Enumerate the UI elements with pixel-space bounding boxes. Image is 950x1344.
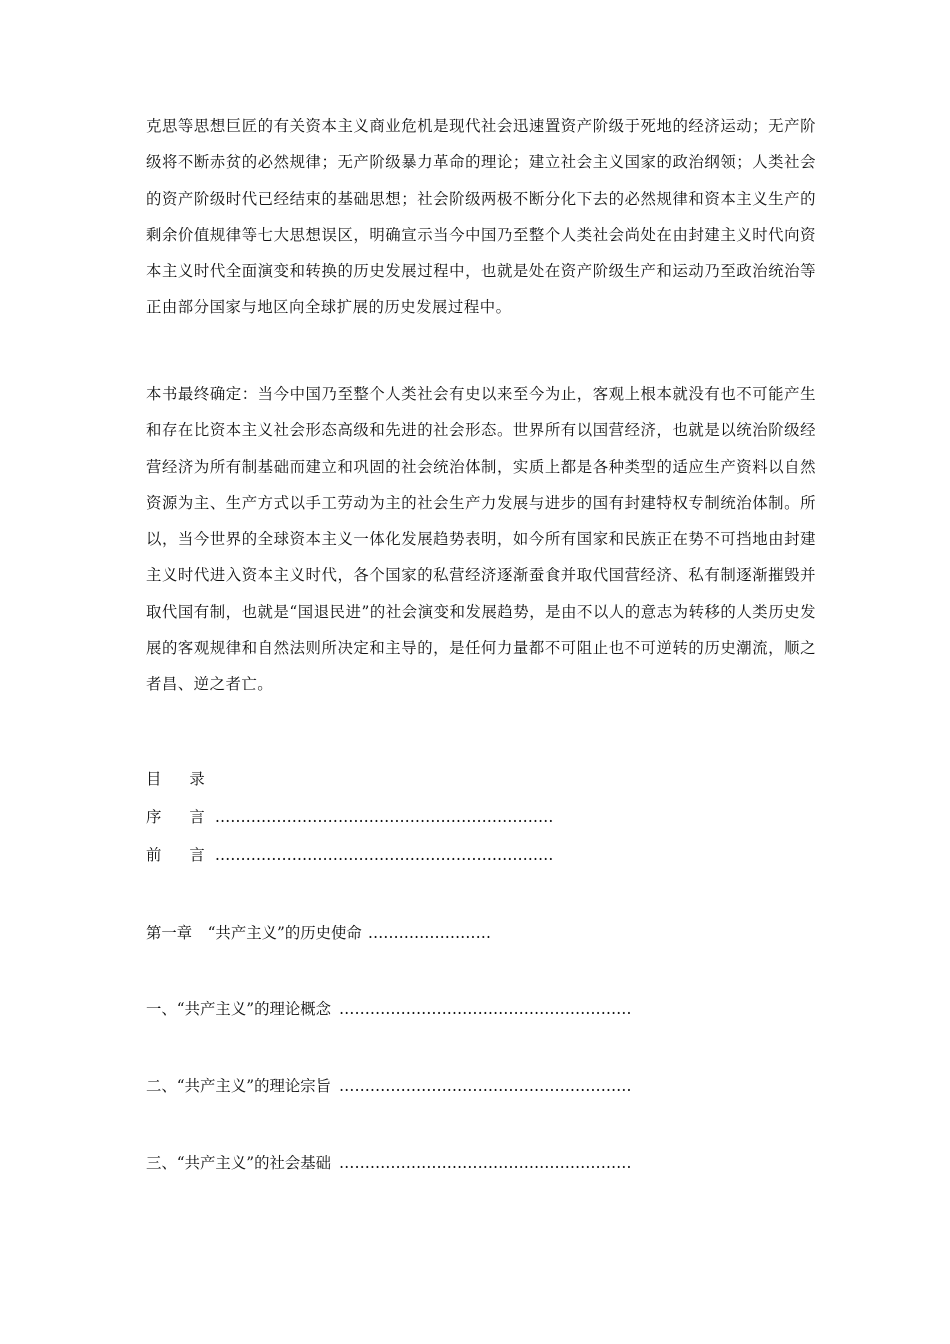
toc-foreword-leader: …………………………………………………………	[214, 846, 554, 864]
body-paragraph-1: 克思等思想巨匠的有关资本主义商业危机是现代社会迅速置资产阶级于死地的经济运动；无产阶级将不断赤贫的必然规律；无产阶级暴力革命的理论；建立社会主义国家的政治纲领；人类社会的资产阶级时代已经结束的基础思想；社会阶级两极不断分化下去的必然规律和资本主义生产的剩余价值规律等七大思想误区，明确宣示当今中国乃至整个人类社会尚处在由封建主义时代向资本主义时代全面演变和转换的历史发展过程中，也就是处在资产阶级生产和运动乃至政治统治等正由部分国家与地区向全球扩展的历史发展过程中。	[146, 117, 816, 317]
toc-heading-char-2: 录	[189, 770, 205, 788]
toc-chapter-1-title: 第一章 “共产主义”的历史使命	[146, 924, 362, 942]
toc-section-2-leader: …………………………………………………	[339, 1077, 632, 1095]
toc-entry-section-1	[146, 998, 631, 1020]
toc-foreword-char-2: 言	[189, 846, 205, 864]
toc-foreword-char-1: 前	[146, 846, 162, 864]
toc-entry-section-2	[146, 1075, 631, 1097]
toc-section-3-title: 三、“共产主义”的社会基础	[146, 1154, 332, 1172]
toc-entry-section-3	[146, 1152, 631, 1174]
toc-chapter-1-leader: ……………………	[367, 924, 491, 942]
toc-preface-char-1: 序	[146, 808, 162, 826]
toc-entry-preface	[146, 806, 553, 828]
toc-preface-char-2: 言	[189, 808, 205, 826]
toc-entry-chapter-1	[146, 922, 491, 944]
toc-entry-foreword	[146, 844, 553, 866]
toc-section-2-title: 二、“共产主义”的理论宗旨	[146, 1077, 332, 1095]
toc-preface-leader: …………………………………………………………	[214, 808, 554, 826]
body-paragraph-2: 本书最终确定：当今中国乃至整个人类社会有史以来至今为止，客观上根本就没有也不可能产生和存在比资本主义社会形态高级和先进的社会形态。世界所有以国营经济，也就是以统治阶级经营经济为所有制基础而建立和巩固的社会统治体制，实质上都是各种类型的适应生产资料以自然资源为主、生产方式以手工劳动为主的社会生产力发展与进步的国有封建特权专制统治体制。所以，当今世界的全球资本主义一体化发展趋势表明，如今所有国家和民族正在势不可挡地由封建主义时代进入资本主义时代，各个国家的私营经济逐渐蚕食并取代国营经济、私有制逐渐摧毁并取代国有制，也就是“国退民进”的社会演变和发展趋势，是由不以人的意志为转移的人类历史发展的客观规律和自然法则所决定和主导的，是任何力量都不可阻止也不可逆转的历史潮流，顺之者昌、逆之者亡。	[146, 385, 816, 694]
toc-heading-char-1: 目	[146, 770, 162, 788]
toc-heading	[146, 768, 205, 790]
toc-section-1-title: 一、“共产主义”的理论概念	[146, 1000, 332, 1018]
toc-section-1-leader: …………………………………………………	[339, 1000, 632, 1018]
toc-section-3-leader: …………………………………………………	[339, 1154, 632, 1172]
